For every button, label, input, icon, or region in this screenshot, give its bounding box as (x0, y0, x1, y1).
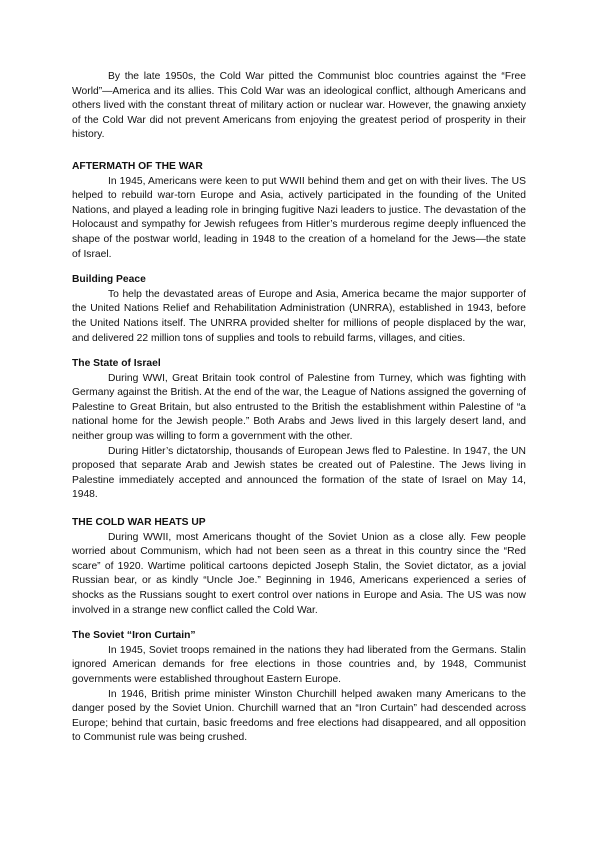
document-page (72, 70, 526, 746)
section-heading-aftermath: AFTERMATH OF THE WAR (72, 160, 203, 172)
cold-war-paragraph: During WWII, most Americans thought of the Soviet Union as a close ally. Few people worried about Communism, which had not been seen as a threat in this country since the “Red scare” of 1920. Wartime political cartoons depicted Joseph Stalin, the Soviet dictator, as a jovial Russian bear, or as kindly “Uncle Joe.” Beginning in 1946, Americans experienced a series of shocks as the Russians sought to exert control over nations in Europe and Asia. The US was now involved in a strange new conflict called the Cold War. (72, 531, 526, 616)
building-peace-paragraph: To help the devastated areas of Europe and Asia, America became the major supporter of the United Nations Relief and Rehabilitation Administration (UNRRA), established in 1943, before the United Nations itself. The UNRRA provided shelter for millions of people displaced by the war, and delivered 22 million tons of supplies and tools to rebuild farms, villages, and cities. (72, 288, 526, 344)
section-heading-cold-war: THE COLD WAR HEATS UP (72, 517, 206, 529)
subheading-iron-curtain: The Soviet “Iron Curtain” (72, 630, 196, 642)
state-of-israel-paragraph-2: During Hitler’s dictatorship, thousands of European Jews fled to Palestine. In 1947, the UN proposed that separate Arab and Jewish states be created out of Palestine. The Jews living in Palestine immediately accepted and announced the formation of the state of Israel on May 14, 1948. (72, 445, 526, 501)
state-of-israel-paragraph-1: During WWI, Great Britain took control of Palestine from Turney, which was fighting with Germany against the British. At the end of the war, the League of Nations assigned the governing of Palestine to Great Britain, but also entrusted to the British the establishment within Palestine of “a national home for the Jewish people.” Both Arabs and Jews lived in this largely desert land, and neither group was willing to form a government with the other. (72, 372, 526, 443)
intro-paragraph: By the late 1950s, the Cold War pitted the Communist bloc countries against the “Free World”—America and its allies. This Cold War was an ideological conflict, although Americans and others lived with the constant threat of military action or nuclear war. However, the gnawing anxiety of the Cold War did not prevent Americans from enjoying the greatest period of prosperity in their history. (72, 71, 526, 141)
iron-curtain-paragraph-2: In 1946, British prime minister Winston Churchill helped awaken many Americans to the danger posed by the Soviet Union. Churchill warned that an “Iron Curtain” had descended across Europe; behind that curtain, basic freedoms and free elections had disappeared, and all opposition to Communist rule was being crushed. (72, 688, 526, 744)
subheading-state-of-israel: The State of Israel (72, 358, 161, 370)
subheading-building-peace: Building Peace (72, 274, 146, 286)
aftermath-paragraph: In 1945, Americans were keen to put WWII behind them and get on with their lives. The US helped to rebuild war-torn Europe and Asia, actively participated in the founding of the United Nations, and played a leading role in bringing fugitive Nazi leaders to justice. The devastation of the Holocaust and sympathy for Jewish refugees from Hitler’s murderous regime deeply influenced the shape of the postwar world, leading in 1948 to the creation of a homeland for the Jews—the state of Israel. (72, 175, 526, 260)
iron-curtain-paragraph-1: In 1945, Soviet troops remained in the nations they had liberated from the Germans. Stalin ignored American demands for free elections in those countries and, by 1948, Communist governments were established throughout Eastern Europe. (72, 644, 526, 685)
